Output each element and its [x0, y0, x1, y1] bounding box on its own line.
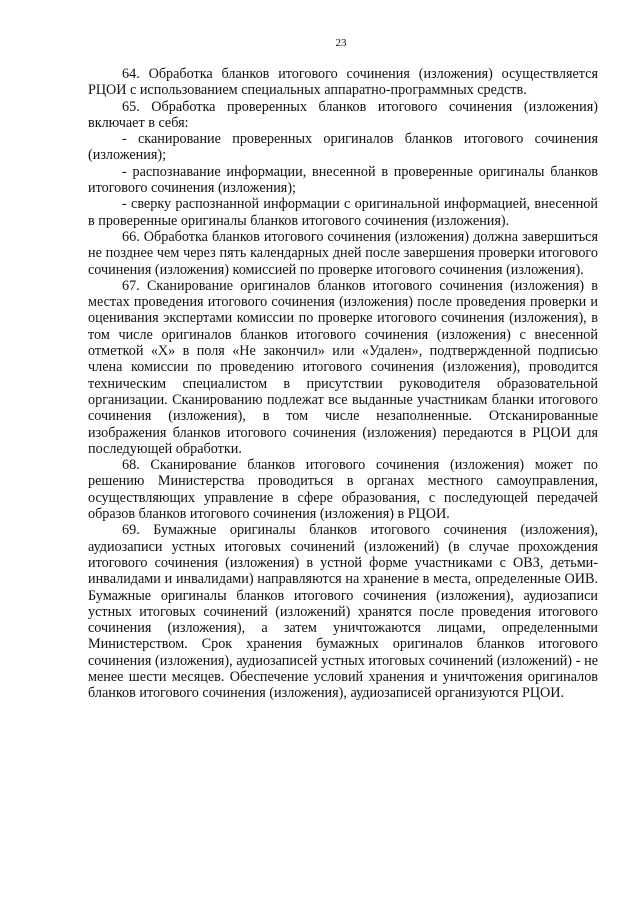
list-item-scanning: - сканирование проверенных оригиналов бланков итогового сочинения (изложения);	[88, 131, 598, 164]
paragraph-69: 69. Бумажные оригиналы бланков итогового сочинения (изложения), аудиозаписи устных итоговых сочинений (изложений) (в случае прохождения итогового сочинения (изложения) в устной форме участниками с ОВЗ, детьми-инвалидами и инвалидами) направляются на хранение в места, определенные ОИВ. Бумажные оригиналы бланков итогового сочинения (изложения), аудиозаписи устных итоговых сочинений (изложений) хранятся после проведения итогового сочинения (изложения), а затем уничтожаются лицами, определенными Министерством. Срок хранения бумажных оригиналов бланков итогового сочинения (изложения), аудиозаписей устных итоговых сочинений (изложений) - не менее шести месяцев. Обеспечение условий хранения и уничтожения оригиналов бланков итогового сочинения (изложения), аудиозаписей организуются РЦОИ.	[88, 522, 598, 702]
paragraph-67: 67. Сканирование оригиналов бланков итогового сочинения (изложения) в местах проведения итогового сочинения (изложения) после проведения проверки и оценивания экспертами комиссии по проверке итогового сочинения (изложения), в том числе оригиналов бланков итогового сочинения (изложения) с внесенной отметкой «Х» в поля «Не закончил» или «Удален», подтвержденной подписью члена комиссии по проведению итогового сочинения (изложения), проводится техническим специалистом в присутствии руководителя образовательной организации. Сканированию подлежат все выданные участникам бланки итогового сочинения (изложения), в том числе незаполненные. Отсканированные изображения бланков итогового сочинения (изложения) передаются в РЦОИ для последующей обработки.	[88, 277, 598, 457]
paragraph-68: 68. Сканирование бланков итогового сочинения (изложения) может по решению Министерства проводиться в органах местного самоуправления, осуществляющих управление в сфере образования, с последующей передачей образов бланков итогового сочинения (изложения) в РЦОИ.	[88, 457, 598, 523]
list-item-recognition: - распознавание информации, внесенной в проверенные оригиналы бланков итогового сочинения (изложения);	[88, 163, 598, 197]
paragraph-66: 66. Обработка бланков итогового сочинения (изложения) должна завершиться не позднее чем через пять календарных дней после завершения проверки итогового сочинения (изложения) комиссией по проверке итогового сочинения (изложения).	[88, 228, 598, 278]
paragraph-65: 65. Обработка проверенных бланков итогового сочинения (изложения) включает в себя:	[88, 98, 598, 131]
list-item-verification: - сверку распознанной информации с оригинальной информацией, внесенной в проверенные оригиналы бланков итогового сочинения (изложения).	[88, 196, 598, 229]
page-number: 23	[335, 37, 347, 49]
paragraph-64: 64. Обработка бланков итогового сочинения (изложения) осуществляется РЦОИ с использованием специальных аппаратно-программных средств.	[88, 66, 598, 99]
